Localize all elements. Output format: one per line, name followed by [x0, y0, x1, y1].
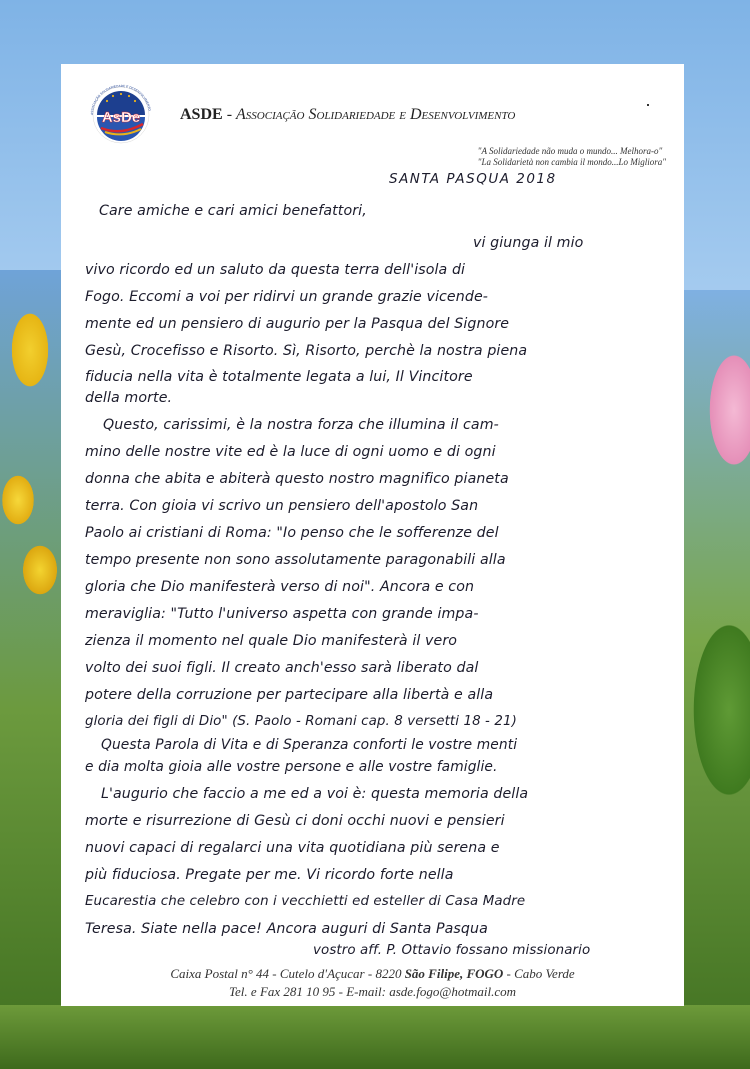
motto-portuguese: "A Solidariedade não muda o mundo... Melhora-o"	[477, 146, 663, 156]
footer-address-text: Caixa Postal n° 44 - Cutelo d'Açucar - 8220	[170, 966, 405, 981]
letter-line: zienza il momento nel quale Dio manifesterà il vero	[85, 633, 458, 649]
header-dot	[647, 104, 649, 106]
letter-line: Paolo ai cristiani di Roma: "Io penso che le sofferenze del	[85, 525, 499, 541]
letter-line: Questo, carissimi, è la nostra forza che illumina il cam-	[103, 417, 499, 433]
letter-line: volto dei suoi figli. Il creato anch'esso sarà liberato dal	[85, 660, 479, 676]
letter-line: nuovi capaci di regalarci una vita quotidiana più serena e	[85, 840, 500, 856]
letter-signature: vostro aff. P. Ottavio fossano missionario	[313, 943, 591, 958]
letter-line: fiducia nella vita è totalmente legata a lui, Il Vincitore	[85, 369, 473, 385]
letter-line: Fogo. Eccomi a voi per ridirvi un grande grazie vicende-	[85, 289, 489, 305]
letter-line: terra. Con gioia vi scrivo un pensiero dell'apostolo San	[85, 498, 479, 514]
mottos	[478, 146, 666, 168]
letter-line: morte e risurrezione di Gesù ci doni occhi nuovi e pensieri	[85, 813, 505, 829]
letter-line: Care amiche e cari amici benefattori,	[99, 203, 367, 219]
letter-line: Questa Parola di Vita e di Speranza conforti le vostre menti	[101, 737, 518, 753]
letter-line: vivo ricordo ed un saluto da questa terra dell'isola di	[85, 262, 466, 278]
footer-city: São Filipe, FOGO	[404, 966, 504, 981]
background-leaves-bottom	[0, 1005, 750, 1069]
logo-text: AsDe	[101, 109, 141, 126]
footer-contacts	[61, 965, 684, 1001]
letter-line: tempo presente non sono assolutamente paragonabili alla	[85, 552, 506, 568]
footer-phone-email: Tel. e Fax 281 10 95 - E-mail: asde.fogo@hotmail.com	[229, 984, 516, 999]
letter-line: Teresa. Siate nella pace! Ancora auguri di Santa Pasqua	[85, 921, 488, 937]
letter-line: gloria che Dio manifesterà verso di noi". Ancora e con	[85, 579, 475, 595]
letter-line: potere della corruzione per partecipare alla libertà e alla	[85, 687, 494, 703]
letter-line: della morte.	[85, 390, 173, 406]
letter-sheet	[61, 64, 684, 1006]
letter-line: donna che abita e abiterà questo nostro magnifico pianeta	[85, 471, 509, 487]
background-flower-right	[684, 290, 750, 1069]
footer-address	[61, 965, 684, 983]
logo-ring-text: ASSOCIAÇÃO SOLIDARIEDADE E DESENVOLVIMENTO	[89, 84, 152, 116]
letter-date: SANTA PASQUA 2018	[389, 171, 557, 187]
letter-line: Eucarestia che celebro con i vecchietti ed esteller di Casa Madre	[85, 894, 526, 909]
org-abbreviation: ASDE	[180, 106, 223, 123]
organization-title	[180, 106, 515, 124]
letter-line: vi giunga il mio	[473, 235, 584, 251]
letter-line: mente ed un pensiero di augurio per la Pasqua del Signore	[85, 316, 510, 332]
letter-line: gloria dei figli di Dio" (S. Paolo - Romani cap. 8 versetti 18 - 21)	[85, 714, 517, 729]
letter-line: Gesù, Crocefisso e Risorto. Sì, Risorto, perchè la nostra piena	[85, 343, 528, 359]
asde-logo	[85, 84, 157, 146]
background-flower-left	[0, 270, 62, 1069]
org-separator: -	[222, 106, 237, 123]
letter-line: e dia molta gioia alle vostre persone e alle vostre famiglie.	[85, 759, 498, 775]
letter-line: meraviglia: "Tutto l'universo aspetta con grande impa-	[85, 606, 479, 622]
letter-line: L'augurio che faccio a me ed a voi è: questa memoria della	[101, 786, 529, 802]
letter-line: mino delle nostre vite ed è la luce di ogni uomo e di ogni	[85, 444, 496, 460]
footer-country: - Cabo Verde	[503, 966, 575, 981]
motto-italian: "La Solidarietà non cambia il mondo...Lo Migliora"	[477, 157, 666, 167]
letter-line: più fiduciosa. Pregate per me. Vi ricordo forte nella	[85, 867, 454, 883]
org-full-name: Associação Solidariedade e Desenvolvimento	[236, 106, 516, 123]
